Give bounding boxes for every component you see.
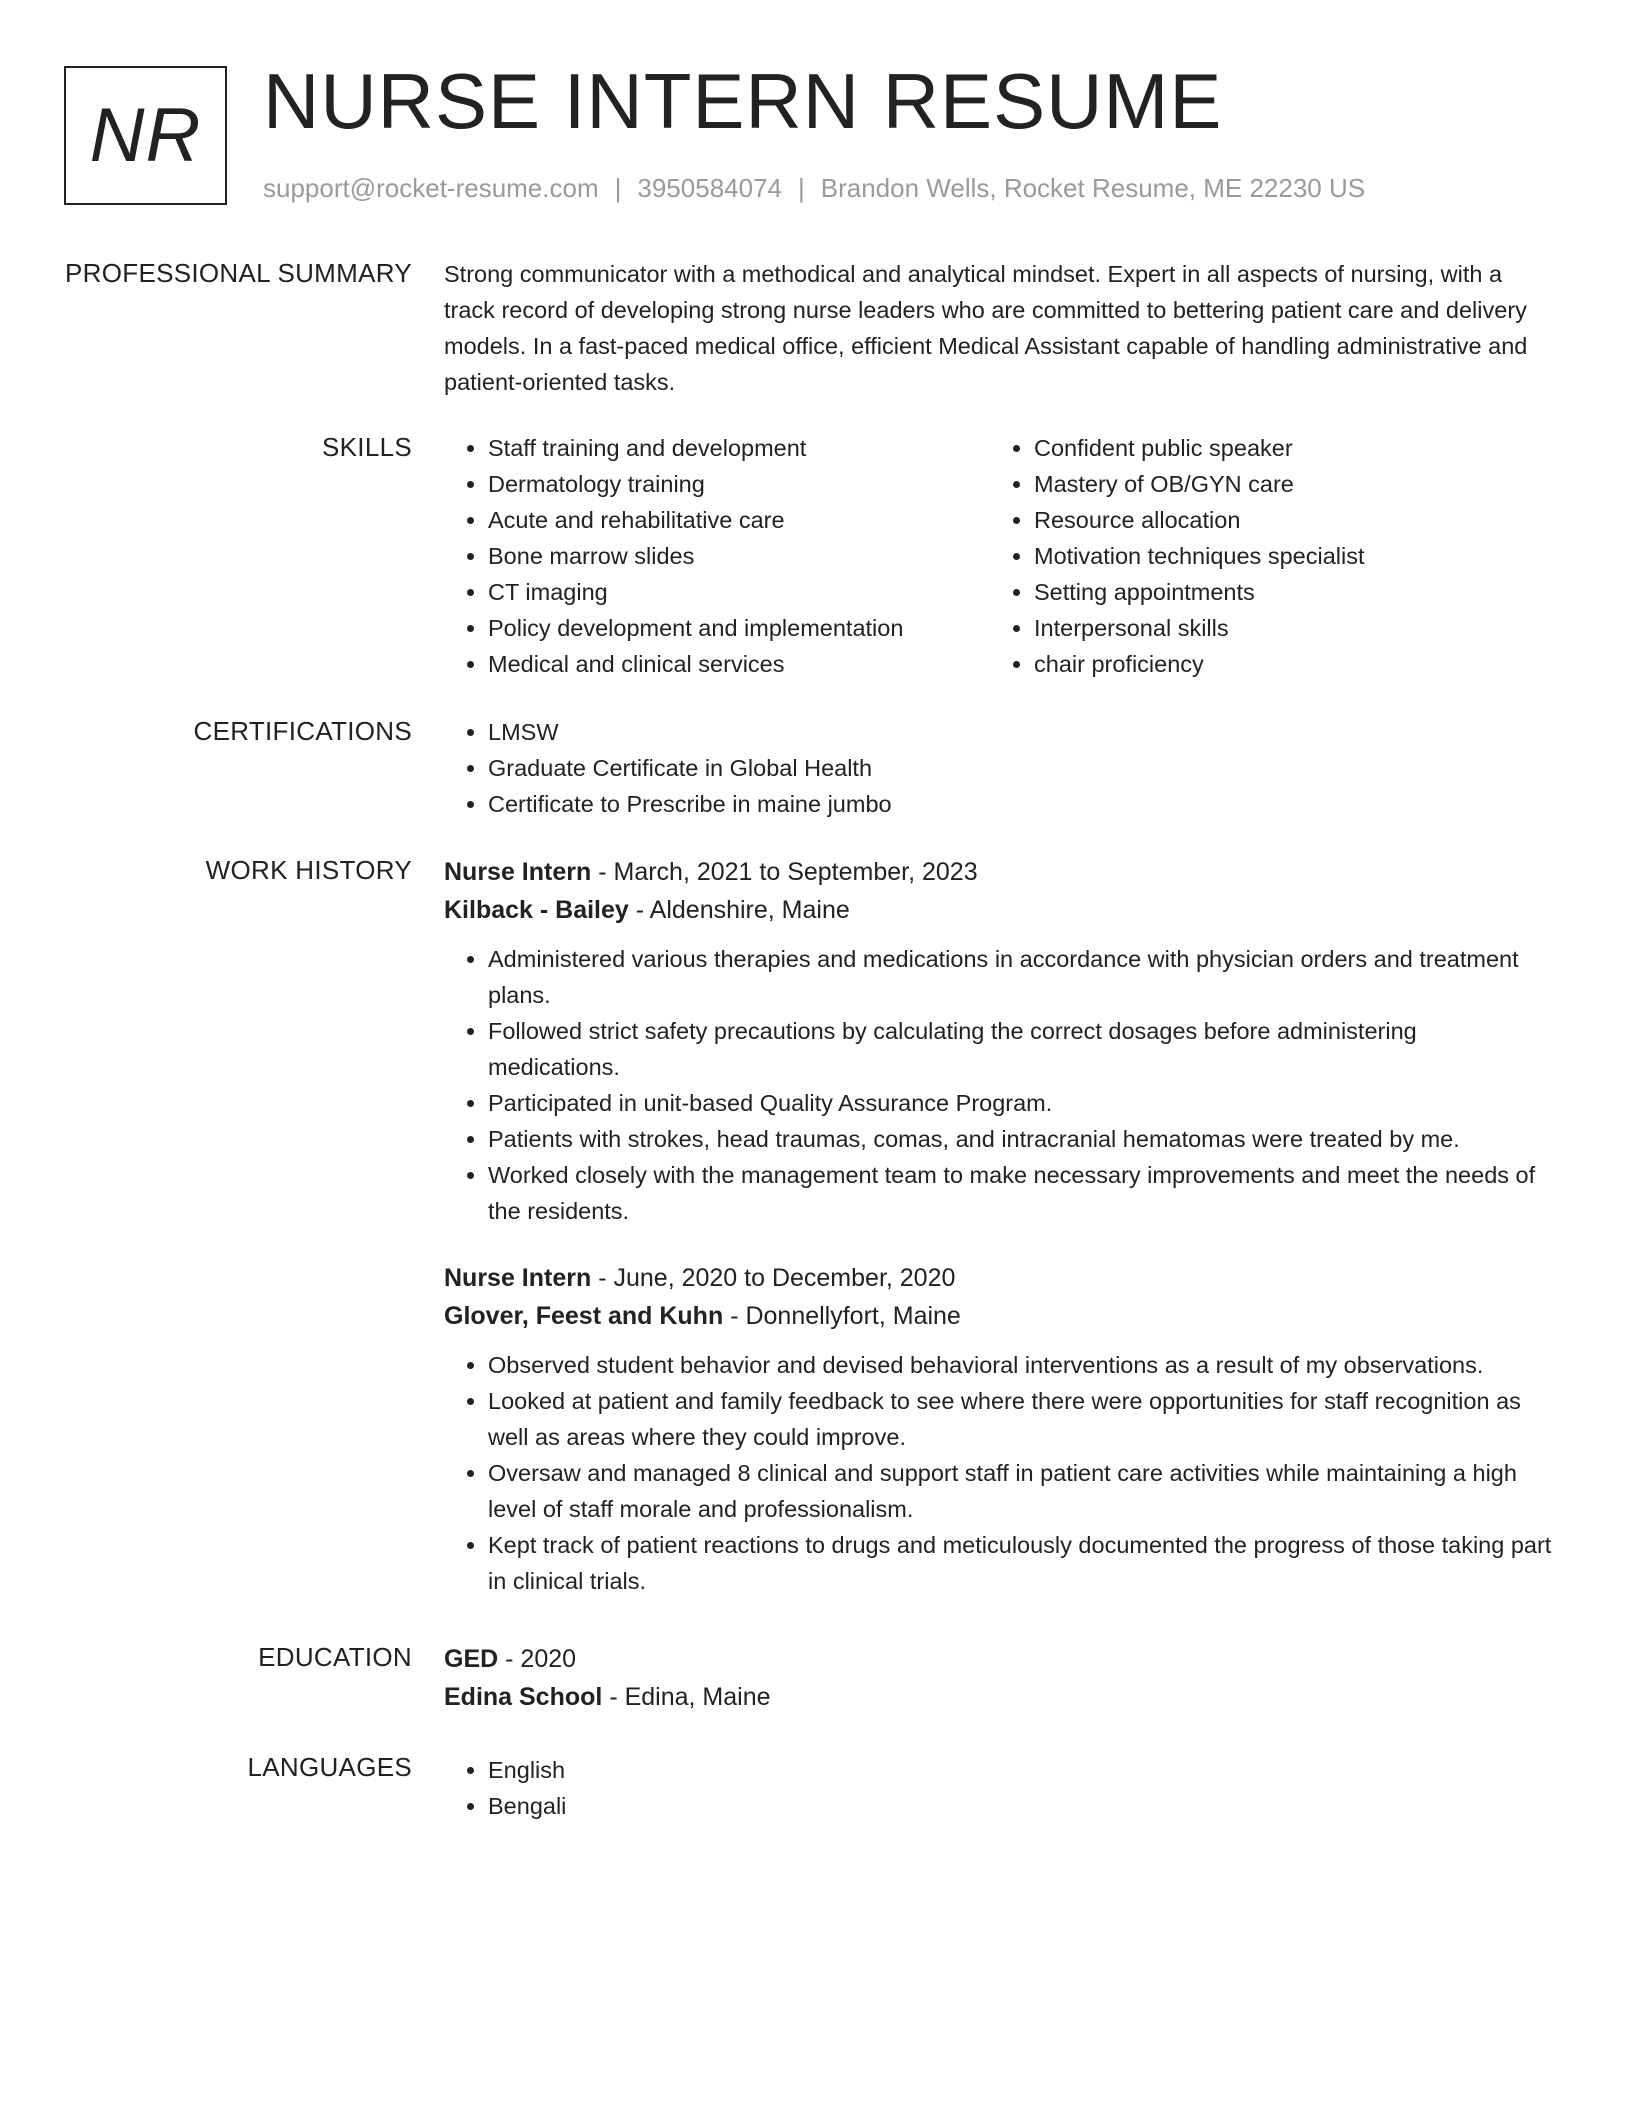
languages-list	[444, 1752, 1554, 1824]
skill-item: • Mastery of OB/GYN care	[1034, 466, 1364, 502]
certification-item: • Graduate Certificate in Global Health	[488, 750, 1554, 786]
job-bullet: • Worked closely with the management team to make necessary improvements and meet the needs of the residents.	[488, 1157, 1554, 1229]
job-title: Nurse Intern	[444, 858, 592, 886]
job-dates: - March, 2021 to September, 2023	[598, 858, 978, 886]
job-company-line	[444, 891, 1554, 929]
summary-content	[444, 256, 1554, 400]
job-title-line	[444, 1259, 1554, 1297]
skills-list-left	[444, 430, 903, 682]
skill-item: • Dermatology training	[488, 466, 903, 502]
skills-list-right	[990, 430, 1364, 682]
contact-separator: |	[614, 173, 622, 203]
job-title-line	[444, 853, 1554, 891]
certification-item: • LMSW	[488, 714, 1554, 750]
education-school: Edina School	[444, 1683, 603, 1711]
job-location: - Donnellyfort, Maine	[730, 1302, 961, 1330]
skills-content	[444, 430, 1554, 690]
education-degree: GED	[444, 1645, 499, 1673]
contact-line	[263, 173, 1365, 204]
resume-header	[64, 57, 1584, 208]
summary-text: Strong communicator with a methodical and analytical mindset. Expert in all aspects of nursing, with a track record of developing strong nurse leaders who are committed to bettering patient care and delivery models. In a fast-paced medical office, efficient Medical Assistant capable of handling administrative and patient-oriented tasks.	[444, 261, 1528, 395]
job-bullet: • Observed student behavior and devised behavioral interventions as a result of my observations.	[488, 1347, 1554, 1383]
job-bullets	[444, 1347, 1554, 1599]
job-entry	[444, 853, 1554, 1229]
job-company: Glover, Feest and Kuhn	[444, 1302, 724, 1330]
certification-item: • Certificate to Prescribe in maine jumbo	[488, 786, 1554, 822]
education-year: - 2020	[505, 1645, 577, 1673]
contact-address: Brandon Wells, Rocket Resume, ME 22230 US	[820, 173, 1366, 203]
skill-item: • Setting appointments	[1034, 574, 1364, 610]
education-school-line	[444, 1678, 1554, 1716]
contact-phone: 3950584074	[637, 173, 782, 203]
skills-label: SKILLS	[322, 432, 412, 462]
certifications-label: CERTIFICATIONS	[193, 716, 412, 746]
contact-email: support@rocket-resume.com	[263, 173, 599, 203]
job-bullet: • Oversaw and managed 8 clinical and support staff in patient care activities while maintaining a high level of staff morale and professionalism.	[488, 1455, 1554, 1527]
job-bullet: • Patients with strokes, head traumas, comas, and intracranial hematomas were treated by me.	[488, 1121, 1554, 1157]
contact-separator: |	[798, 173, 805, 203]
languages-content	[444, 1752, 1554, 1824]
summary-label: PROFESSIONAL SUMMARY	[65, 258, 412, 288]
job-bullet: • Administered various therapies and medications in accordance with physician orders and treatment plans.	[488, 941, 1554, 1013]
job-entry	[444, 1259, 1554, 1599]
skill-item: • Staff training and development	[488, 430, 903, 466]
job-bullet: • Followed strict safety precautions by calculating the correct dosages before administering medications.	[488, 1013, 1554, 1085]
education-location: - Edina, Maine	[609, 1683, 771, 1711]
skill-item: • Resource allocation	[1034, 502, 1364, 538]
job-dates: - June, 2020 to December, 2020	[598, 1264, 956, 1292]
skill-item: • Bone marrow slides	[488, 538, 903, 574]
job-company-line	[444, 1297, 1554, 1335]
skill-item: • Medical and clinical services	[488, 646, 903, 682]
job-title: Nurse Intern	[444, 1264, 592, 1292]
education-degree-line	[444, 1640, 1554, 1678]
certifications-list	[444, 714, 1554, 822]
job-location: - Aldenshire, Maine	[635, 896, 850, 924]
skill-item: • Motivation techniques specialist	[1034, 538, 1364, 574]
education-label: EDUCATION	[258, 1642, 412, 1672]
resume-title: NURSE INTERN RESUME	[263, 57, 1223, 145]
skill-item: • Interpersonal skills	[1034, 610, 1364, 646]
monogram-logo: NR	[64, 66, 227, 205]
language-item: • Bengali	[488, 1788, 1554, 1824]
language-item: • English	[488, 1752, 1554, 1788]
job-bullet: • Kept track of patient reactions to drugs and meticulously documented the progress of those taking part in clinical trials.	[488, 1527, 1554, 1599]
job-bullet: • Looked at patient and family feedback to see where there were opportunities for staff recognition as well as areas where they could improve.	[488, 1383, 1554, 1455]
work-history-content	[444, 853, 1554, 1599]
education-content	[444, 1640, 1554, 1716]
job-bullet: • Participated in unit-based Quality Assurance Program.	[488, 1085, 1554, 1121]
certifications-content	[444, 714, 1554, 822]
job-company: Kilback - Bailey	[444, 896, 629, 924]
languages-label: LANGUAGES	[247, 1752, 412, 1782]
skill-item: • Acute and rehabilitative care	[488, 502, 903, 538]
skill-item: • Confident public speaker	[1034, 430, 1364, 466]
skill-item: • CT imaging	[488, 574, 903, 610]
job-bullets	[444, 941, 1554, 1229]
work-history-label: WORK HISTORY	[205, 855, 412, 885]
skill-item: • chair proficiency	[1034, 646, 1364, 682]
skill-item: • Policy development and implementation	[488, 610, 903, 646]
